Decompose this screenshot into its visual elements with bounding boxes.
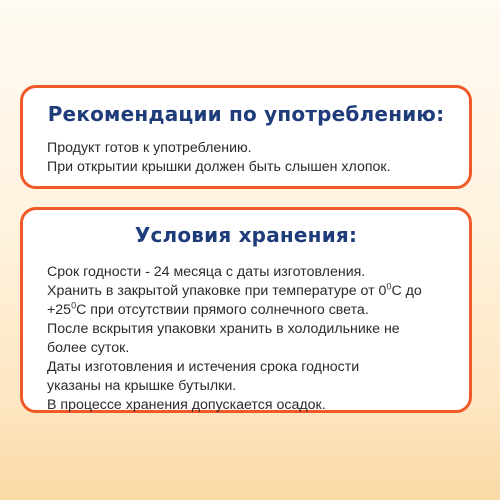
usage-recommendations-card (20, 85, 472, 189)
storage-line-dates-cont: указаны на крышке бутылки. (47, 378, 237, 394)
degree-sign: 0 (386, 281, 392, 292)
usage-recommendations-title: Рекомендации по употреблению: (47, 102, 445, 126)
storage-line-temperature-unit: С до (391, 283, 422, 299)
storage-conditions-title: Условия хранения: (134, 223, 358, 247)
storage-line-temperature-upper-value: +25 (47, 302, 72, 318)
storage-line-sediment: В процессе хранения допускается осадок. (47, 397, 326, 413)
storage-conditions-list (23, 247, 469, 415)
usage-recommendations-list (23, 126, 469, 177)
storage-conditions-card (20, 207, 472, 413)
usage-line-2: При открытии крышки должен быть слышен хлопок. (47, 159, 391, 175)
storage-line-temperature-upper-text: С при отсутствии прямого солнечного света. (76, 302, 369, 318)
storage-line-temperature-text: Хранить в закрытой упаковке при температуре от 0 (47, 283, 387, 299)
usage-line-1: Продукт готов к употреблению. (47, 140, 252, 156)
storage-line-dates: Даты изготовления и истечения срока годности (47, 359, 360, 375)
storage-line-temperature-upper (47, 301, 469, 320)
storage-line-temperature (47, 282, 469, 301)
storage-line-after-opening-cont: более суток. (47, 340, 130, 356)
degree-sign: 0 (71, 300, 77, 311)
storage-line-after-opening: После вскрытия упаковки хранить в холодильнике не (47, 321, 400, 337)
storage-line-shelf-life: Срок годности - 24 месяца с даты изготовления. (47, 264, 366, 280)
